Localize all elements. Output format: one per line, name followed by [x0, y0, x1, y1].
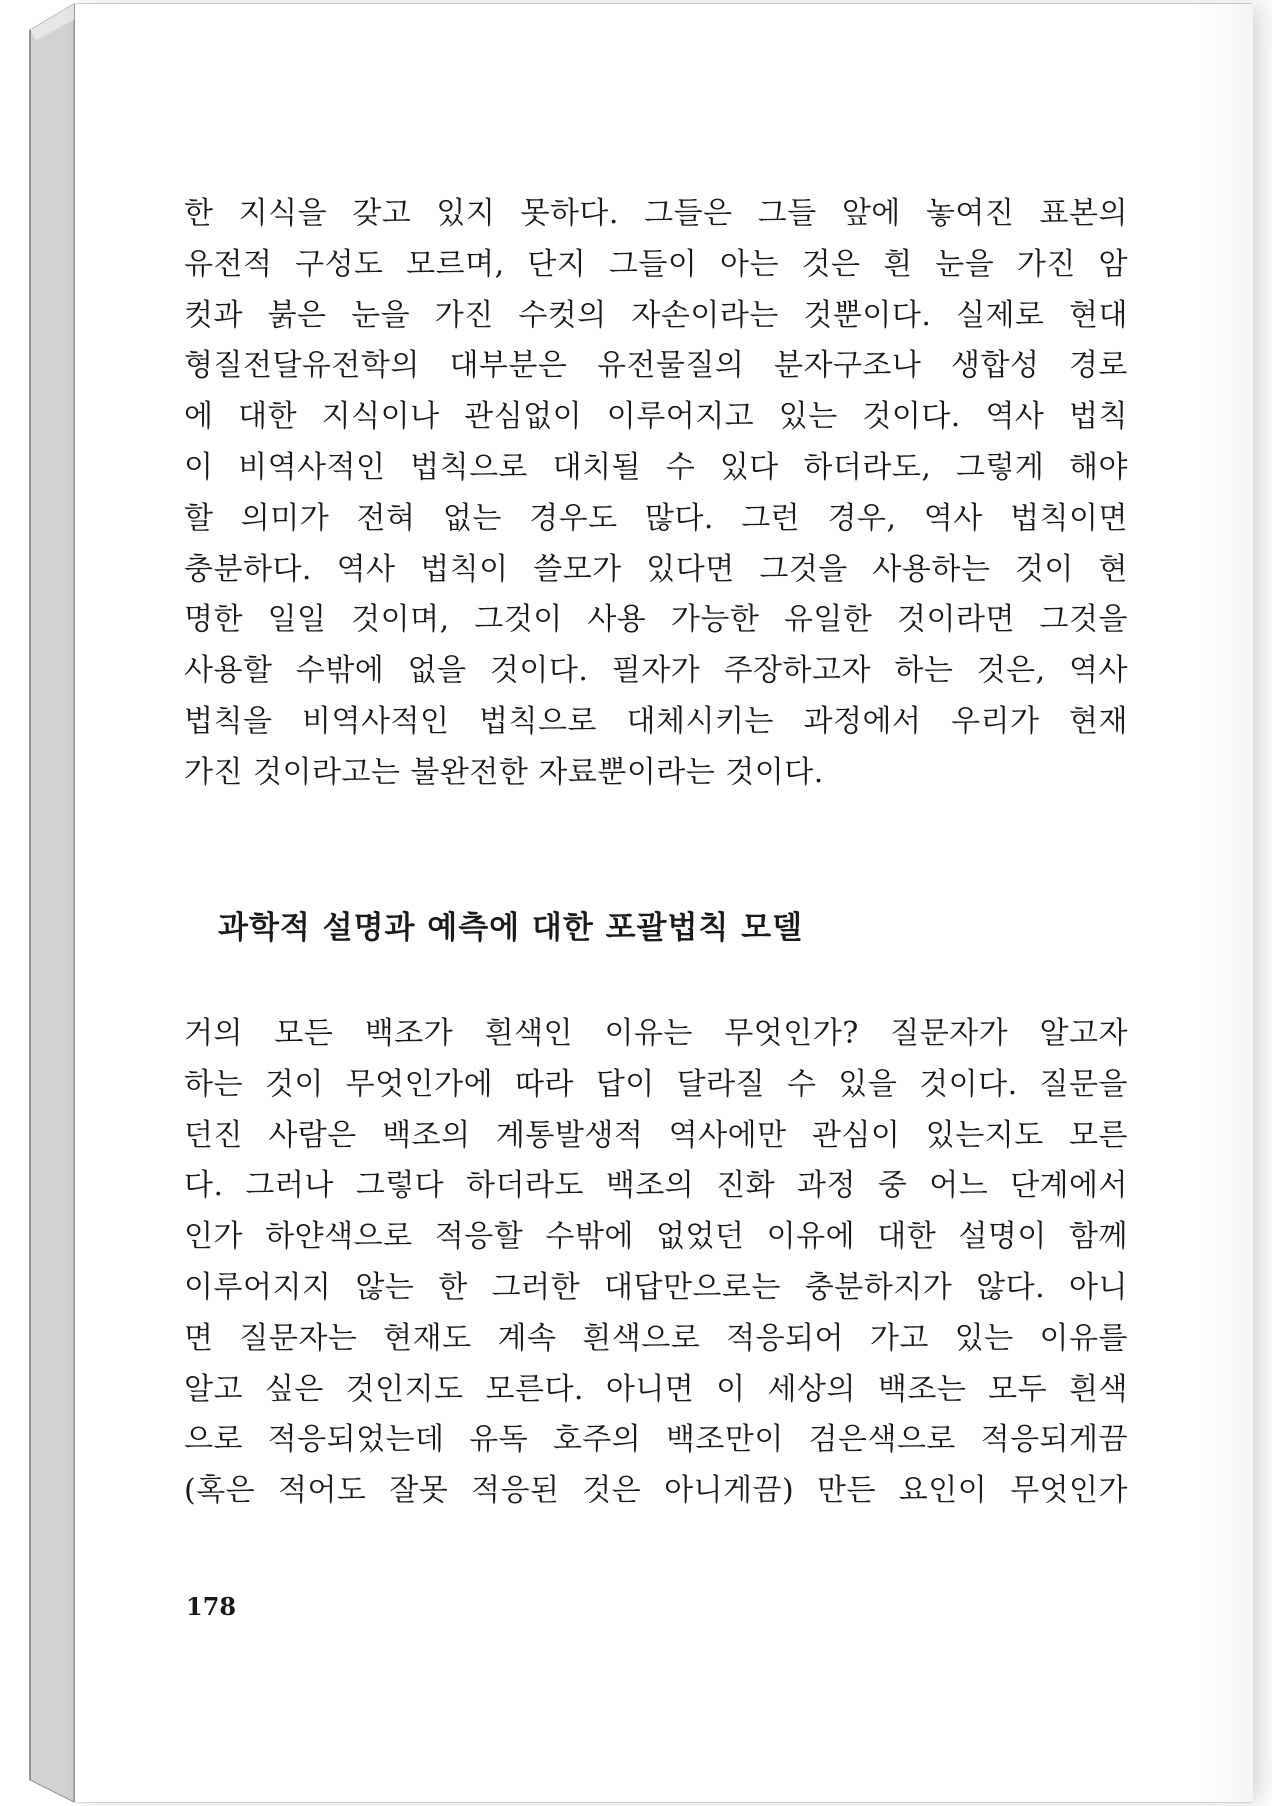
text-line: 이루어지지 않는 한 그러한 대답만으로는 충분하지가 않다. 아니: [184, 1269, 1128, 1305]
text-line: 할 의미가 전혀 없는 경우도 많다. 그런 경우, 역사 법칙이면: [184, 500, 1128, 536]
page-number: 178: [186, 1592, 237, 1621]
text-line: 다. 그러나 그렇다 하더라도 백조의 진화 과정 중 어느 단계에서: [184, 1168, 1128, 1204]
text-line: 법칙을 비역사적인 법칙으로 대체시키는 과정에서 우리가 현재: [184, 703, 1128, 739]
paragraph-1: [184, 189, 1128, 799]
text-line: 에 대한 지식이나 관심없이 이루어지고 있는 것이다. 역사 법칙: [184, 399, 1128, 435]
paragraph-2: [184, 1009, 1128, 1517]
text-line: 컷과 붉은 눈을 가진 수컷의 자손이라는 것뿐이다. 실제로 현대: [184, 297, 1128, 333]
text-line: 으로 적응되었는데 유독 호주의 백조만이 검은색으로 적응되게끔: [184, 1422, 1128, 1458]
text-line: 거의 모든 백조가 흰색인 이유는 무엇인가? 질문자가 알고자: [184, 1016, 1128, 1051]
text-line: 가진 것이라고는 불완전한 자료뿐이라는 것이다.: [184, 754, 824, 790]
text-line: 던진 사람은 백조의 계통발생적 역사에만 관심이 있는지도 모른: [184, 1117, 1128, 1153]
text-line: 알고 싶은 것인지도 모른다. 아니면 이 세상의 백조는 모두 흰색: [184, 1371, 1128, 1407]
page-shading: [1193, 4, 1253, 1802]
text-line: 인가 하얀색으로 적응할 수밖에 없었던 이유에 대한 설명이 함께: [184, 1219, 1128, 1255]
text-line: 충분하다. 역사 법칙이 쓸모가 있다면 그것을 사용하는 것이 현: [184, 551, 1128, 587]
text-line: 한 지식을 갖고 있지 못하다. 그들은 그들 앞에 놓여진 표본의: [184, 196, 1128, 231]
text-line: 이 비역사적인 법칙으로 대치될 수 있다 하더라도, 그렇게 해야: [184, 449, 1128, 485]
text-line: (혹은 적어도 잘못 적응된 것은 아니게끔) 만든 요인이 무엇인가: [184, 1473, 1128, 1509]
text-line: 면 질문자는 현재도 계속 흰색으로 적응되어 가고 있는 이유를: [184, 1320, 1128, 1356]
text-line: 하는 것이 무엇인가에 따라 답이 달라질 수 있을 것이다. 질문을: [184, 1066, 1128, 1102]
section-heading: 과학적 설명과 예측에 대한 포괄법칙 모델: [218, 910, 804, 946]
text-line: 사용할 수밖에 없을 것이다. 필자가 주장하고자 하는 것은, 역사: [184, 653, 1128, 689]
text-line: 유전적 구성도 모르며, 단지 그들이 아는 것은 흰 눈을 가진 암: [184, 246, 1128, 282]
text-line: 형질전달유전학의 대부분은 유전물질의 분자구조나 생합성 경로: [184, 348, 1128, 384]
text-line: 명한 일일 것이며, 그것이 사용 가능한 유일한 것이라면 그것을: [184, 602, 1128, 638]
